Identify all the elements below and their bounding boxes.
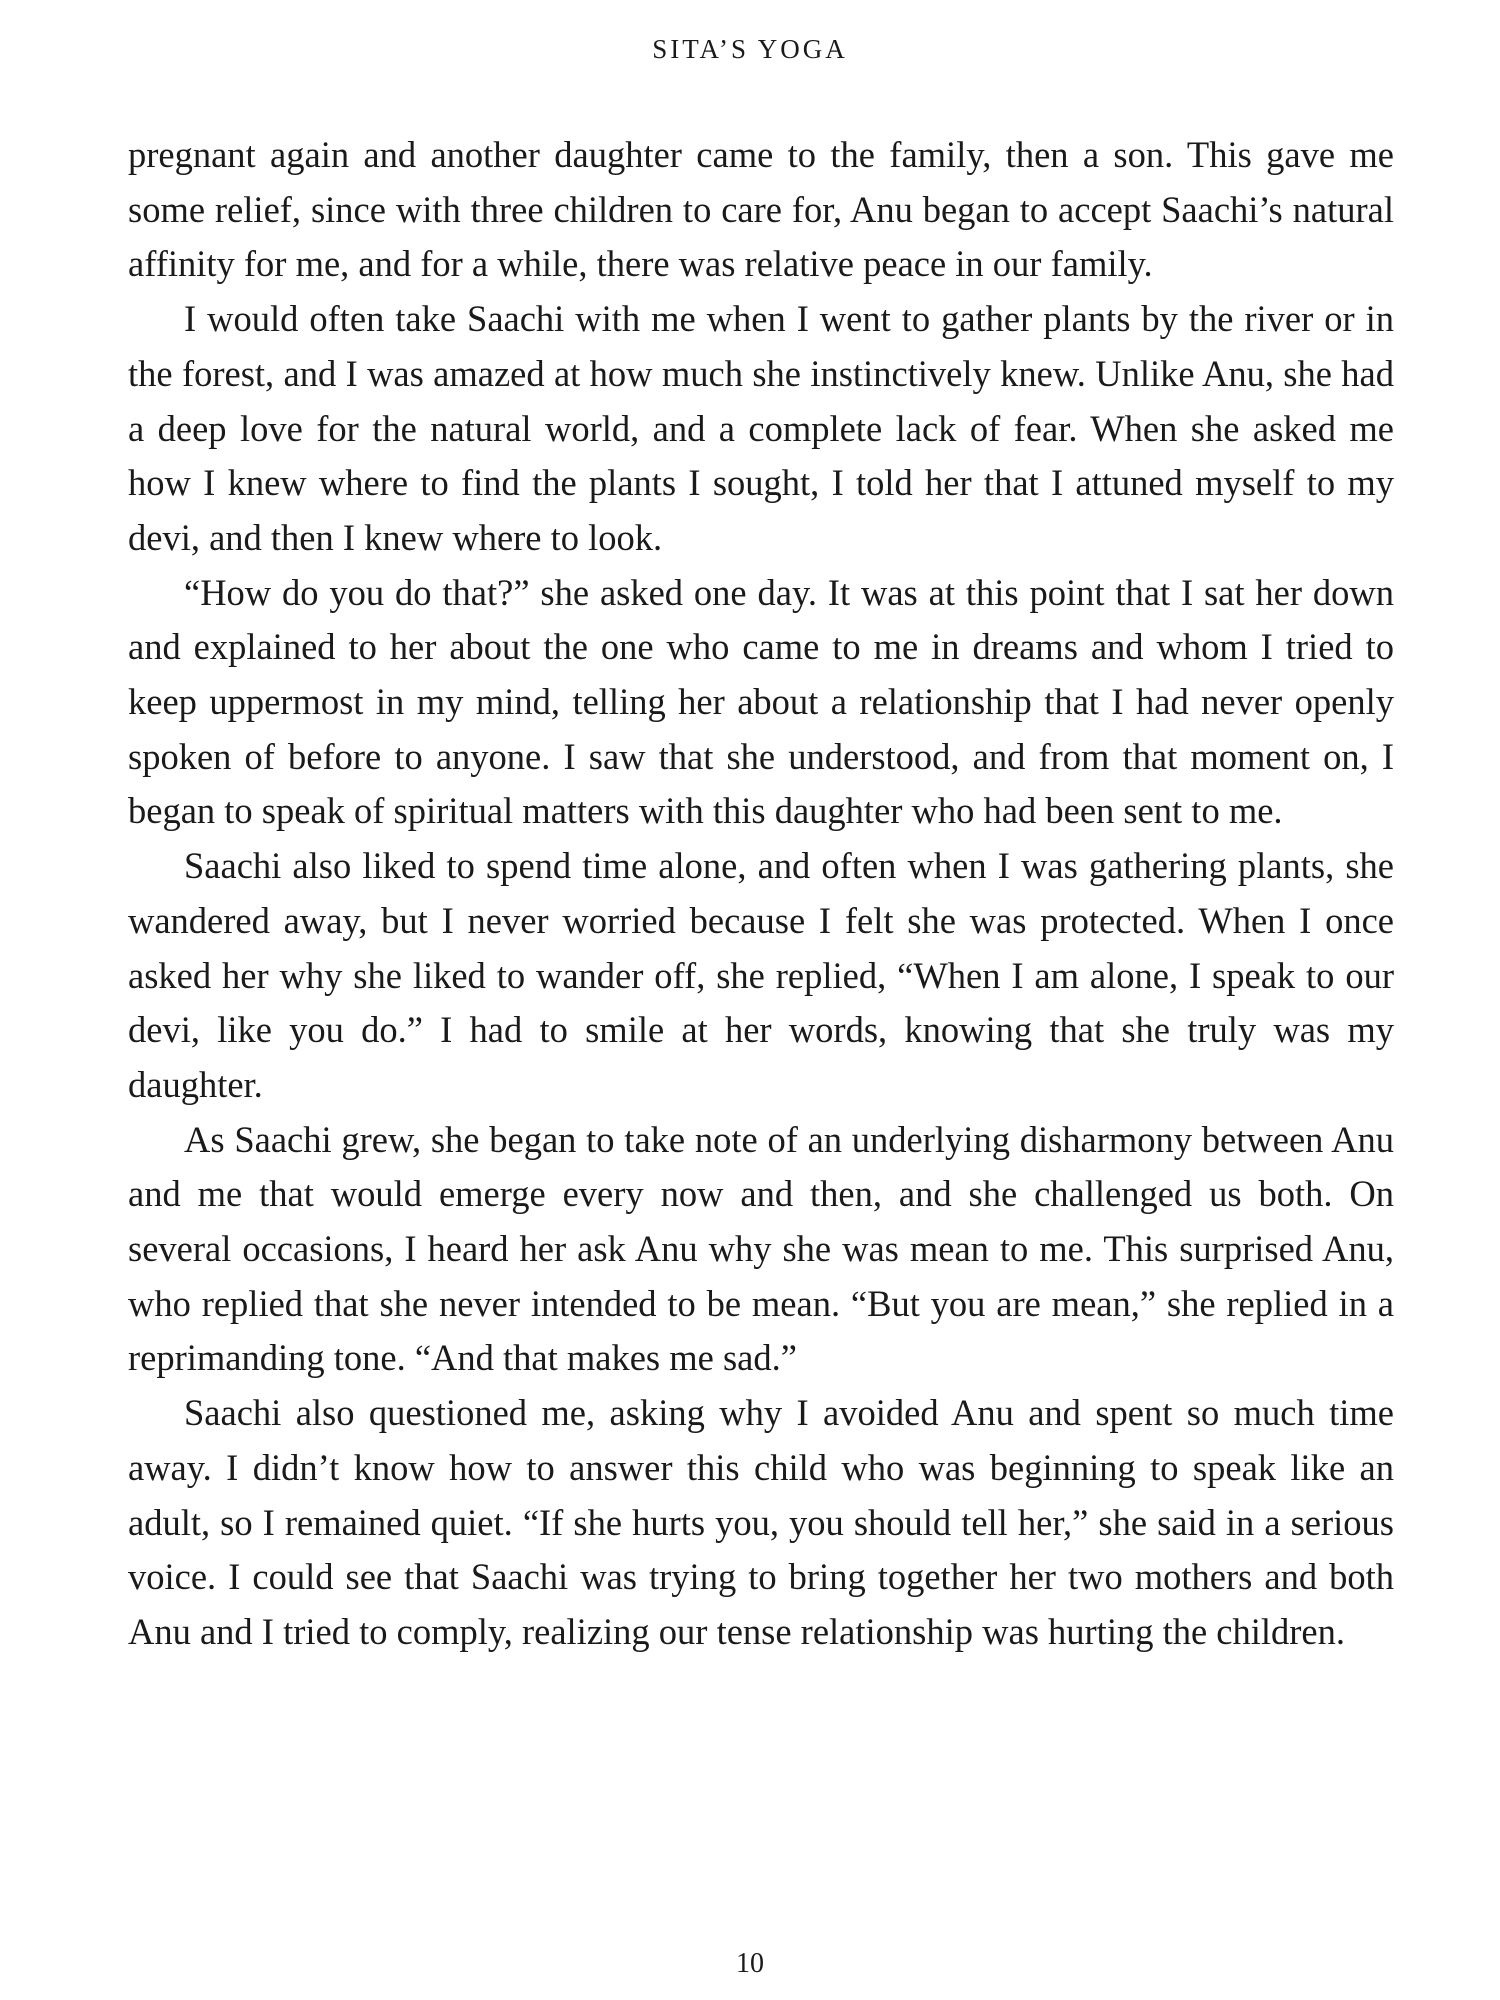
paragraph-2: I would often take Saachi with me when I went to gather plants by the river or in the forest, and I was amazed at how much she instinctively knew. Unlike Anu, she had a deep love for the natural world, and a complete lack of fear. When she asked me how I knew where to find the plants I sought, I told her that I attuned myself to my devi, and then I knew where to look.	[128, 298, 1394, 558]
paragraph-3: “How do you do that?” she asked one day. It was at this point that I sat her down and explained to her about the one who came to me in dreams and whom I tried to keep uppermost in my mind, telling her about a relationship that I had never openly spoken of before to anyone. I saw that she understood, and from that moment on, I began to speak of spiritual matters with this daughter who had been sent to me.	[128, 571, 1394, 832]
running-head: SITA’S YOGA	[652, 34, 848, 64]
page-number: 10	[736, 1948, 764, 1979]
paragraph-6: Saachi also questioned me, asking why I avoided Anu and spent so much time away. I didn’t know how to answer this child who was beginning to speak like an adult, so I remained quiet. “If she hurts you, you should tell her,” she said in a serious voice. I could see that Saachi was trying to bring together her two mothers and both Anu and I tried to comply, realizing our tense relationship was hurting the children.	[128, 1392, 1394, 1652]
body-text	[128, 128, 1394, 1660]
paragraph-4: Saachi also liked to spend time alone, and often when I was gathering plants, she wandered away, but I never worried because I felt she was protected. When I once asked her why she liked to wander off, she replied, “When I am alone, I speak to our devi, like you do.” I had to smile at her words, knowing that she truly was my daughter.	[128, 845, 1394, 1105]
paragraph-1: pregnant again and another daughter came to the family, then a son. This gave me some relief, since with three children to care for, Anu began to accept Saachi’s natural affinity for me, and for a while, there was relative peace in our family.	[128, 134, 1394, 285]
paragraph-5: As Saachi grew, she began to take note of an underlying disharmony between Anu and me that would emerge every now and then, and she challenged us both. On several occasions, I heard her ask Anu why she was mean to me. This surprised Anu, who replied that she never intended to be mean. “But you are mean,” she replied in a reprimanding tone. “And that makes me sad.”	[128, 1118, 1394, 1379]
